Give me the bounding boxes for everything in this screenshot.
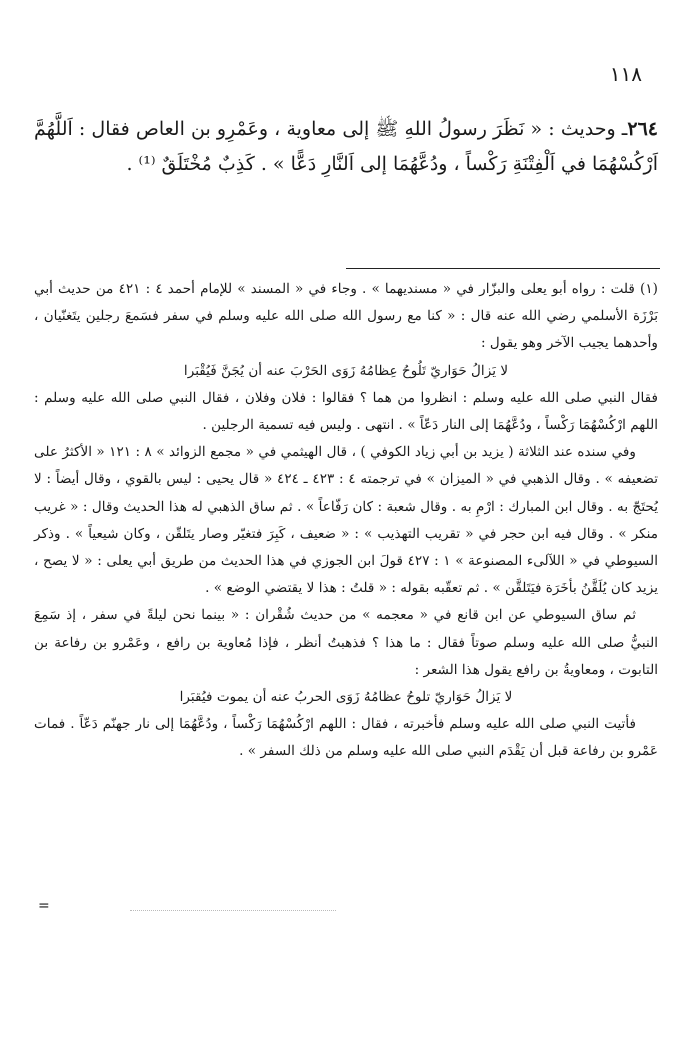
hadith-paragraph: [34, 112, 658, 182]
continuation-mark: =: [38, 898, 50, 914]
footnote-paragraph-3: وفي سنده عند الثلاثة ( يزيد بن أبي زياد الكوفي ) ، قال الهيثمي في « مجمع الزوائد » ٨ : ١٢١ « الأكثرُ على تضعيفه » . وقال الذهبي في « الميزان » في ترجمته ٤ : ٤٢٣ ـ ٤٢٤ « قال يحيى : ليس بالقوي ، وقال أيضاً : لا يُحتَجّ به . وقال ابن المبارك : ارْمِ به . وقال شعبة : كان رَفّاعاً » . ثم ساق الذهبي له هذا الحديث وقال : « غريب منكر » . وقال فيه ابن حجر في « تقريب التهذيب » : « ضعيف ، كَبِرَ فتغيّر وصار يتَلقّن ، وكان شيعياً » . وذكر السيوطي في « اللآلىء المصنوعة » ١ : ٤٢٧ قولَ ابن الجوزي في هذا الحديث من طريق أبي يعلى : « لا يصح ، يزيد كان يُلَقَّنُ بأخَرَة فيَتَلقَّن » . ثم تعقّبه بقوله : « قلتُ : هذا لا يقتضي الوضع » .: [34, 444, 658, 597]
footnote-paragraph-4: ثم ساق السيوطي عن ابن قانع في « معجمه » من حديث شُقْران : « بينما نحن ليلةً في سفر ، إذ سَمِعَ النبيُّ صلى الله عليه وسلم صوتاً فقال : ما هذا ؟ فذهبتُ أنظر ، فإذا مُعاوية بن رافع ، وعَمْرو بن رفاعة بن التابوت ، ومعاويةُ بن رافع يقول هذا الشعر :: [34, 607, 658, 678]
footnote: [34, 276, 658, 766]
dotted-separator: [130, 910, 336, 911]
hadith-number: ٢٦٤: [627, 118, 658, 140]
footnote-verse-1: لا يَزالُ حَوَاريّ تَلُوحُ عِظامُهُ زَوَى الحَرْبَ عنه أن يُجَنَّ فَيُقْبَرا: [183, 362, 509, 379]
footnote-paragraph-2: فقال النبي صلى الله عليه وسلم : انظروا من هما ؟ فقالوا : فلان وفلان ، فقال النبي صلى الله عليه وسلم : اللهم ارْكُسْهُمَا رَكْساً ، ودُعَّهُمَا إلى النار دَعّاً » . انتهى . وليس فيه تسمية الرجلين .: [34, 389, 658, 434]
footnote-verse-2: لا يَزالُ حَوَاريّ تلوحُ عظامُهُ زَوَى الحربُ عنه أن يموت فيُقبَرا: [179, 689, 513, 706]
footnote-paragraph-1: (١) قلت : رواه أبو يعلى والبزّار في « مسنديهما » . وجاء في « المسند » للإمام أحمد ٤ : ٤٢١ من حديث أبي بَرْزَة الأسلمي رضي الله عنه قال : « كنا مع رسول الله صلى الله عليه وسلم في سفر فسَمعَ رجلين يتَغنّيان ، وأحدهما يجيب الآخر وهو يقول :: [34, 281, 658, 352]
hadith-text: ـ وحديث : « نَظَرَ رسولُ اللهِ ﷺ إلى معاوية ، وعَمْرِو بن العاص فقال : اَللَّهُمَّ اَرْكُسْهُمَا في اَلْفِتْنَةِ رَكْساً ، ودُعَّهُمَا إلى اَلنَّارِ دَعًّا » . كَذِبٌ مُخْتَلَقٌ ⁽¹⁾ .: [34, 118, 658, 175]
page-number: ١١٨: [609, 62, 642, 86]
footnote-divider: [346, 268, 660, 269]
footnote-paragraph-5: فأتيت النبي صلى الله عليه وسلم فأخبرته ، فقال : اللهم ارْكُسْهُمَا رَكْساً ، ودُعَّهُمَا إلى نار جهنّم دَعّاً . فمات عَمْرو بن رفاعة قبل أن يَقْدَم النبي صلى الله عليه وسلم من ذلك السفر » .: [34, 716, 658, 760]
hadith-entry: [34, 112, 658, 182]
